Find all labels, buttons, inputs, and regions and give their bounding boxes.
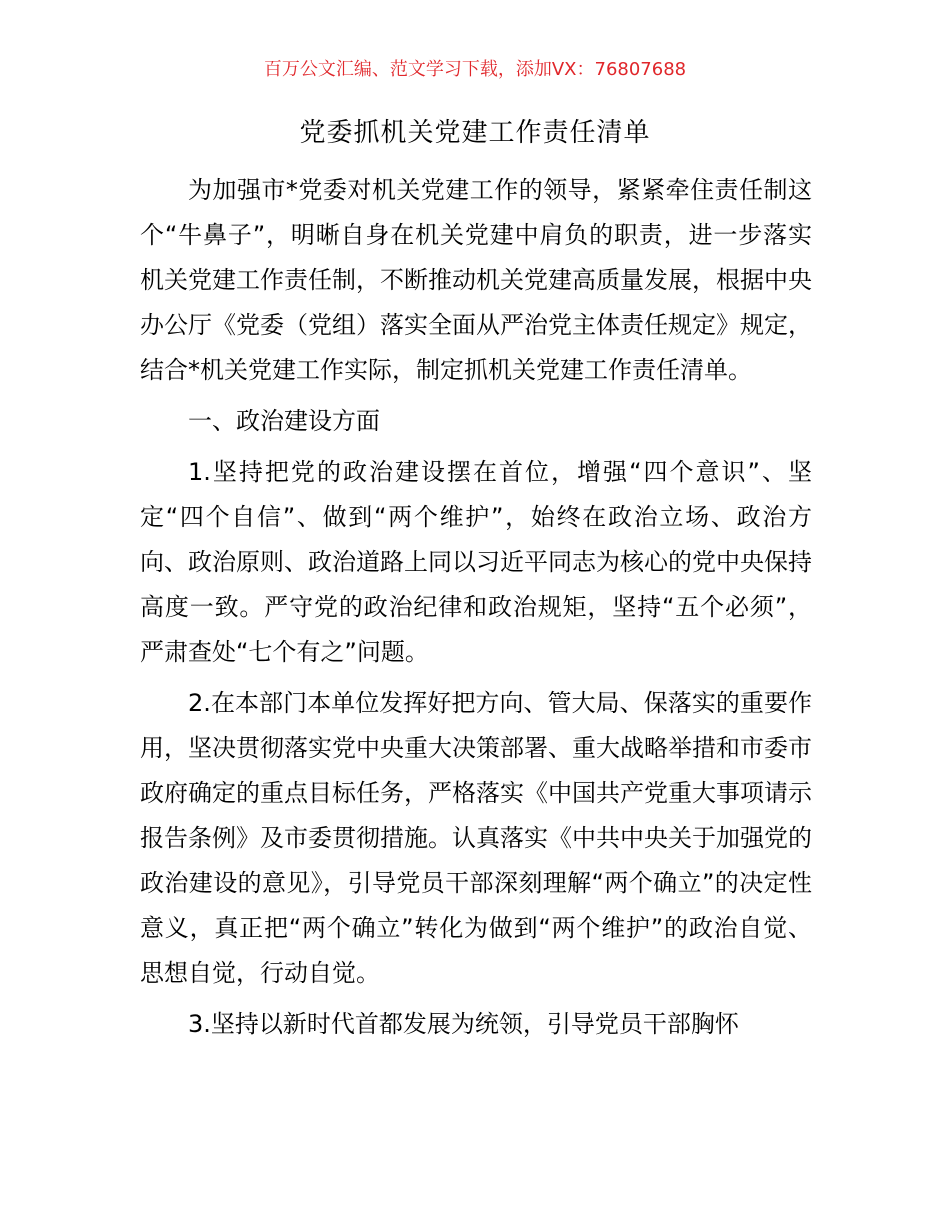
intro-paragraph: 为加强市*党委对机关党建工作的领导，紧紧牵住责任制这个“牛鼻子”，明晰自身在机关党建中肩负的职责，进一步落实机关党建工作责任制，不断推动机关党建高质量发展，根据中央办公厅《党委（党组）落实全面从严治党主体责任规定》规定，结合*机关党建工作实际，制定抓机关党建工作责任清单。	[140, 176, 812, 384]
list-item-2: 2.在本部门本单位发挥好把方向、管大局、保落实的重要作用，坚决贯彻落实党中央重大决策部署、重大战略举措和市委市政府确定的重点目标任务，严格落实《中国共产党重大事项请示报告条例》及市委贯彻措施。认真落实《中共中央关于加强党的政治建设的意见》，引导党员干部深刻理解“两个确立”的决定性意义，真正把“两个确立”转化为做到“两个维护”的政治自觉、思想自觉，行动自觉。	[140, 689, 812, 987]
header-note: 百万公文汇编、范文学习下载，添加VX：76807688	[263, 59, 687, 80]
list-item-3: 3.坚持以新时代首都发展为统领，引导党员干部胸怀	[188, 1010, 739, 1038]
document-title: 党委抓机关党建工作责任清单	[299, 118, 651, 148]
list-item-1: 1.坚持把党的政治建设摆在首位，增强“四个意识”、坚定“四个自信”、做到“两个维护”，始终在政治立场、政治方向、政治原则、政治道路上同以习近平同志为核心的党中央保持高度一致。严守党的政治纪律和政治规矩，坚持“五个必须”，严肃查处“七个有之”问题。	[140, 458, 812, 666]
document-body	[140, 168, 812, 1047]
section-heading-political-construction: 一、政治建设方面	[188, 407, 380, 435]
